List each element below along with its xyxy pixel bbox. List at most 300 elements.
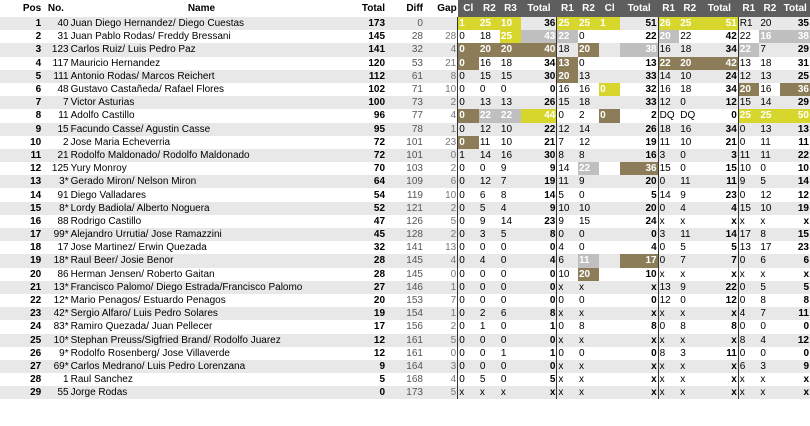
table-row[interactable] — [0, 281, 810, 294]
event2-total-cell: 2 — [620, 109, 658, 122]
number-cell: 8* — [42, 202, 69, 215]
event2-r2-cell: 0 — [578, 188, 599, 201]
name-cell: Lordy Badiola/ Alberto Noguera — [70, 202, 334, 215]
number-cell: 42* — [42, 307, 69, 320]
event3-r1-cell: 0 — [658, 175, 679, 188]
event3-r2-cell: 9 — [679, 188, 700, 201]
event4-r1-cell: x — [738, 268, 759, 281]
event3-total-cell: 15 — [700, 162, 738, 175]
event2-cl-cell — [599, 294, 620, 307]
event2-r2-cell: 11 — [578, 254, 599, 267]
table-row[interactable] — [0, 254, 810, 267]
total-cell: 45 — [333, 228, 386, 241]
number-cell: 13* — [42, 281, 69, 294]
total-cell: 141 — [333, 43, 386, 56]
table-row[interactable] — [0, 347, 810, 360]
pos-cell: 10 — [0, 136, 42, 149]
event1-cl-cell: 0 — [458, 162, 479, 175]
event2-r1-cell: 0 — [557, 109, 578, 122]
event1-total-cell: 1 — [521, 347, 557, 360]
event1-r3-cell: 10 — [500, 17, 521, 30]
event4-total-cell: 36 — [780, 83, 810, 96]
event3-total-cell: 42 — [700, 30, 738, 43]
number-cell: 1 — [42, 373, 69, 386]
number-cell: 7 — [42, 96, 69, 109]
event3-r1-cell: DQ — [658, 109, 679, 122]
event1-cl-cell: 0 — [458, 136, 479, 149]
event4-r2-cell: 0 — [759, 162, 780, 175]
diff-cell: 32 — [386, 43, 424, 56]
header-diff[interactable]: Diff — [406, 3, 423, 14]
event4-total-cell: 19 — [780, 202, 810, 215]
event3-total-cell: 3 — [700, 149, 738, 162]
table-row[interactable] — [0, 386, 810, 399]
event3-r2-cell: x — [679, 215, 700, 228]
header-event4-r2[interactable]: R2 — [759, 0, 780, 17]
event2-r1-cell: 7 — [557, 136, 578, 149]
event1-r2-cell: 13 — [479, 96, 500, 109]
table-row[interactable] — [0, 188, 810, 201]
table-row[interactable] — [0, 175, 810, 188]
event4-r1-cell: 0 — [738, 347, 759, 360]
number-cell: 3* — [42, 175, 69, 188]
event2-r2-cell: 16 — [578, 83, 599, 96]
event1-total-cell: 0 — [521, 83, 557, 96]
table-row[interactable] — [0, 136, 810, 149]
event3-r1-cell: 13 — [658, 281, 679, 294]
event2-cl-cell — [599, 268, 620, 281]
event3-r2-cell: 5 — [679, 241, 700, 254]
gap-cell: 1 — [424, 307, 458, 320]
table-row[interactable] — [0, 70, 810, 83]
event1-r3-cell: 0 — [500, 373, 521, 386]
event1-cl-cell: 0 — [458, 268, 479, 281]
header-event1-total[interactable]: Total — [521, 0, 557, 17]
event4-r2-cell: 8 — [759, 294, 780, 307]
name-cell: Gerado Miron/ Nelson Miron — [70, 175, 334, 188]
number-cell: 18* — [42, 254, 69, 267]
diff-cell: 101 — [386, 149, 424, 162]
event2-r2-cell: 18 — [578, 96, 599, 109]
diff-cell: 0 — [386, 17, 424, 30]
event1-r2-cell: 14 — [479, 149, 500, 162]
event4-r1-cell: 0 — [738, 320, 759, 333]
header-gap[interactable]: Gap — [437, 3, 457, 14]
event4-r2-cell: 6 — [759, 254, 780, 267]
event2-total-cell: 20 — [620, 175, 658, 188]
total-cell: 28 — [333, 254, 386, 267]
event1-cl-cell: 0 — [458, 43, 479, 56]
number-cell: 15 — [42, 123, 69, 136]
gap-cell: 2 — [424, 228, 458, 241]
name-cell: Ramiro Quezada/ Juan Pellecer — [70, 320, 334, 333]
event2-cl-cell: 0 — [599, 109, 620, 122]
event4-r1-cell: 20 — [738, 83, 759, 96]
event3-total-cell: x — [700, 373, 738, 386]
event2-total-cell: x — [620, 386, 658, 399]
gap-cell: 1 — [424, 123, 458, 136]
event3-r2-cell: 7 — [679, 254, 700, 267]
event4-total-cell: 0 — [780, 320, 810, 333]
table-row[interactable] — [0, 83, 810, 96]
event1-total-cell: 9 — [521, 162, 557, 175]
event1-total-cell: 22 — [521, 123, 557, 136]
event1-total-cell: x — [521, 386, 557, 399]
table-row[interactable] — [0, 162, 810, 175]
name-cell: Francisco Palomo/ Diego Estrada/Francisco Palomo — [70, 281, 334, 294]
event1-r3-cell: 13 — [500, 96, 521, 109]
event1-cl-cell: 0 — [458, 109, 479, 122]
name-cell: Jorge Rodas — [70, 386, 334, 399]
event2-total-cell: x — [620, 281, 658, 294]
number-cell: 123 — [42, 43, 69, 56]
event3-r1-cell: 3 — [658, 228, 679, 241]
pos-cell: 13 — [0, 175, 42, 188]
event4-total-cell: 29 — [780, 43, 810, 56]
name-cell: Raul Sanchez — [70, 373, 334, 386]
event1-r2-cell: 0 — [479, 281, 500, 294]
event1-r2-cell: 5 — [479, 373, 500, 386]
diff-cell: 145 — [386, 254, 424, 267]
event2-r1-cell: 4 — [557, 241, 578, 254]
event2-cl-cell — [599, 386, 620, 399]
event3-r2-cell: 20 — [679, 57, 700, 70]
event2-r2-cell: 25 — [578, 17, 599, 30]
event1-r2-cell: 15 — [479, 70, 500, 83]
event4-r2-cell: 20 — [759, 17, 780, 30]
event2-r2-cell: 10 — [578, 202, 599, 215]
event4-total-cell: 6 — [780, 254, 810, 267]
gap-cell: 5 — [424, 386, 458, 399]
header-event4-total[interactable]: Total — [780, 0, 810, 17]
table-row[interactable] — [0, 57, 810, 70]
event1-cl-cell: 0 — [458, 360, 479, 373]
event1-total-cell: 23 — [521, 215, 557, 228]
table-row[interactable] — [0, 320, 810, 333]
diff-cell: 128 — [386, 228, 424, 241]
event2-r2-cell: 20 — [578, 268, 599, 281]
event1-total-cell: 44 — [521, 109, 557, 122]
event3-r1-cell: 0 — [658, 202, 679, 215]
gap-cell: 3 — [424, 360, 458, 373]
event2-r1-cell: 13 — [557, 57, 578, 70]
event1-r3-cell: 8 — [500, 188, 521, 201]
header-event3-r1[interactable]: R1 — [658, 0, 679, 17]
event2-r1-cell: x — [557, 386, 578, 399]
pos-cell: 9 — [0, 123, 42, 136]
event2-r2-cell: 15 — [578, 215, 599, 228]
event3-r1-cell: 16 — [658, 83, 679, 96]
event3-total-cell: x — [700, 360, 738, 373]
header-event2-total[interactable]: Total — [620, 0, 658, 17]
event3-total-cell: 24 — [700, 70, 738, 83]
total-cell: 102 — [333, 83, 386, 96]
event4-r1-cell: 13 — [738, 241, 759, 254]
total-cell: 52 — [333, 202, 386, 215]
table-row[interactable] — [0, 268, 810, 281]
gap-cell: 5 — [424, 215, 458, 228]
event1-r3-cell: 20 — [500, 43, 521, 56]
event2-r2-cell: 0 — [578, 241, 599, 254]
event2-cl-cell: 0 — [599, 83, 620, 96]
event4-total-cell: 50 — [780, 109, 810, 122]
event2-r2-cell: 2 — [578, 109, 599, 122]
name-cell: Jose Maria Echeverria — [70, 136, 334, 149]
diff-cell: 141 — [386, 241, 424, 254]
gap-cell: 4 — [424, 254, 458, 267]
event4-r2-cell: 11 — [759, 136, 780, 149]
event3-r2-cell: x — [679, 334, 700, 347]
event2-r2-cell: x — [578, 373, 599, 386]
event4-total-cell: 25 — [780, 70, 810, 83]
event3-r2-cell: 18 — [679, 83, 700, 96]
event2-total-cell: 20 — [620, 202, 658, 215]
event2-total-cell: 13 — [620, 57, 658, 70]
event4-total-cell: 23 — [780, 241, 810, 254]
gap-cell: 0 — [424, 347, 458, 360]
name-cell: Carlos Medrano/ Luis Pedro Lorenzana — [70, 360, 334, 373]
table-row[interactable] — [0, 334, 810, 347]
event1-cl-cell: 1 — [458, 149, 479, 162]
name-cell: Juan Pablo Rodas/ Freddy Bressani — [70, 30, 334, 43]
event2-total-cell: 33 — [620, 70, 658, 83]
table-row[interactable] — [0, 149, 810, 162]
event1-r3-cell: 14 — [500, 215, 521, 228]
event1-r3-cell: x — [500, 386, 521, 399]
header-name[interactable]: Name — [187, 3, 216, 14]
event1-r3-cell: 0 — [500, 83, 521, 96]
event3-r1-cell: 15 — [658, 162, 679, 175]
diff-cell: 109 — [386, 175, 424, 188]
name-cell: Gustavo Castañeda/ Rafael Flores — [70, 83, 334, 96]
event2-cl-cell — [599, 334, 620, 347]
table-row[interactable] — [0, 294, 810, 307]
table-row[interactable] — [0, 373, 810, 386]
event2-r1-cell: 0 — [557, 347, 578, 360]
event1-r2-cell: 22 — [479, 109, 500, 122]
table-row[interactable] — [0, 241, 810, 254]
event2-r1-cell: x — [557, 307, 578, 320]
header-total[interactable]: Total — [361, 3, 386, 14]
event3-r1-cell: 0 — [658, 254, 679, 267]
event4-r2-cell: 16 — [759, 30, 780, 43]
total-cell: 112 — [333, 70, 386, 83]
diff-cell: 71 — [386, 83, 424, 96]
table-row[interactable] — [0, 43, 810, 56]
event4-total-cell: 14 — [780, 175, 810, 188]
event2-r2-cell: x — [578, 334, 599, 347]
diff-cell: 53 — [386, 57, 424, 70]
total-cell: 28 — [333, 268, 386, 281]
diff-cell: 173 — [386, 386, 424, 399]
event3-r1-cell: 8 — [658, 347, 679, 360]
event3-total-cell: x — [700, 386, 738, 399]
event2-cl-cell — [599, 96, 620, 109]
table-row[interactable] — [0, 202, 810, 215]
table-row[interactable] — [0, 96, 810, 109]
table-row[interactable] — [0, 360, 810, 373]
number-cell: 31 — [42, 30, 69, 43]
event3-r2-cell: 10 — [679, 70, 700, 83]
event2-total-cell: 38 — [620, 43, 658, 56]
event1-r3-cell: 0 — [500, 360, 521, 373]
event1-cl-cell: 0 — [458, 281, 479, 294]
event3-total-cell: 4 — [700, 202, 738, 215]
pos-cell: 21 — [0, 281, 42, 294]
header-event1-r2[interactable]: R2 — [479, 0, 500, 17]
diff-cell: 119 — [386, 188, 424, 201]
event1-cl-cell: 0 — [458, 320, 479, 333]
event3-r1-cell: 12 — [658, 96, 679, 109]
event4-r1-cell: 15 — [738, 202, 759, 215]
event4-total-cell: 5 — [780, 281, 810, 294]
total-cell: 47 — [333, 215, 386, 228]
event1-r3-cell: 7 — [500, 175, 521, 188]
event1-r2-cell: 9 — [479, 215, 500, 228]
event2-r1-cell: 6 — [557, 254, 578, 267]
event1-cl-cell: x — [458, 386, 479, 399]
event2-total-cell: 16 — [620, 149, 658, 162]
event2-r2-cell: 9 — [578, 175, 599, 188]
header-event1-cl[interactable]: Cl — [458, 0, 479, 17]
table-row[interactable] — [0, 17, 810, 30]
event4-total-cell: 12 — [780, 334, 810, 347]
total-cell: 32 — [333, 241, 386, 254]
event4-r1-cell: x — [738, 386, 759, 399]
header-event1-r3[interactable]: R3 — [500, 0, 521, 17]
gap-cell: 21 — [424, 57, 458, 70]
event2-total-cell: 51 — [620, 17, 658, 30]
table-row[interactable] — [0, 109, 810, 122]
event1-cl-cell: 0 — [458, 228, 479, 241]
event1-r3-cell: 10 — [500, 123, 521, 136]
table-row[interactable] — [0, 228, 810, 241]
event1-r2-cell: 0 — [479, 241, 500, 254]
header-number[interactable]: No. — [47, 3, 64, 14]
event2-total-cell: x — [620, 307, 658, 320]
event4-r1-cell: 4 — [738, 307, 759, 320]
pos-cell: 20 — [0, 268, 42, 281]
event1-r2-cell: 25 — [479, 17, 500, 30]
event1-r3-cell: 25 — [500, 30, 521, 43]
event3-r2-cell: 4 — [679, 202, 700, 215]
diff-cell: 156 — [386, 320, 424, 333]
event4-total-cell: x — [780, 386, 810, 399]
pos-cell: 22 — [0, 294, 42, 307]
event1-cl-cell: 0 — [458, 294, 479, 307]
event2-total-cell: 17 — [620, 254, 658, 267]
pos-cell: 1 — [0, 17, 42, 30]
event4-r1-cell: 12 — [738, 70, 759, 83]
event1-cl-cell: 0 — [458, 83, 479, 96]
table-row[interactable] — [0, 30, 810, 43]
event1-total-cell: 4 — [521, 254, 557, 267]
event3-r2-cell: x — [679, 373, 700, 386]
number-cell: 11 — [42, 109, 69, 122]
event2-r1-cell: 0 — [557, 228, 578, 241]
header-event4-r1[interactable]: R1 — [738, 0, 759, 17]
event1-total-cell: 0 — [521, 294, 557, 307]
number-cell: 40 — [42, 17, 69, 30]
event4-r1-cell: 0 — [738, 123, 759, 136]
event2-r1-cell: 15 — [557, 96, 578, 109]
header-event2-r1[interactable]: R1 — [557, 0, 578, 17]
diff-cell: 164 — [386, 360, 424, 373]
header-event2-r2[interactable]: R2 — [578, 0, 599, 17]
event3-r1-cell: x — [658, 360, 679, 373]
event2-total-cell: 0 — [620, 294, 658, 307]
event3-r2-cell: x — [679, 386, 700, 399]
number-cell: 9* — [42, 347, 69, 360]
header-event3-r2[interactable]: R2 — [679, 0, 700, 17]
table-row[interactable] — [0, 215, 810, 228]
event3-total-cell: 23 — [700, 188, 738, 201]
event3-r1-cell: 12 — [658, 294, 679, 307]
header-event3-total[interactable]: Total — [700, 0, 738, 17]
event3-total-cell: 21 — [700, 136, 738, 149]
pos-cell: 28 — [0, 373, 42, 386]
event1-r3-cell: 16 — [500, 149, 521, 162]
event2-r1-cell: 25 — [557, 17, 578, 30]
event3-r2-cell: 0 — [679, 162, 700, 175]
name-cell: Diego Valladares — [70, 188, 334, 201]
gap-cell: 2 — [424, 162, 458, 175]
event4-r2-cell: 8 — [759, 228, 780, 241]
pos-cell: 12 — [0, 162, 42, 175]
pos-cell: 14 — [0, 188, 42, 201]
event1-r2-cell: 5 — [479, 202, 500, 215]
event1-r2-cell: 0 — [479, 334, 500, 347]
number-cell: 91 — [42, 188, 69, 201]
event2-r1-cell: 0 — [557, 320, 578, 333]
event3-total-cell: 14 — [700, 228, 738, 241]
event4-r1-cell: 22 — [738, 30, 759, 43]
event2-total-cell: 26 — [620, 123, 658, 136]
table-row[interactable] — [0, 123, 810, 136]
diff-cell: 77 — [386, 109, 424, 122]
event1-r3-cell: 4 — [500, 202, 521, 215]
event3-r1-cell: 14 — [658, 188, 679, 201]
number-cell: 21 — [42, 149, 69, 162]
header-pos[interactable]: Pos — [22, 3, 42, 14]
event1-total-cell: 19 — [521, 175, 557, 188]
event3-r2-cell: 16 — [679, 123, 700, 136]
name-cell: Juan Diego Hernandez/ Diego Cuestas — [70, 17, 334, 30]
event1-total-cell: 30 — [521, 149, 557, 162]
event2-total-cell: 22 — [620, 30, 658, 43]
event1-total-cell: 40 — [521, 43, 557, 56]
pos-cell: 7 — [0, 96, 42, 109]
event3-r1-cell: 16 — [658, 43, 679, 56]
event1-cl-cell: 0 — [458, 57, 479, 70]
table-row[interactable] — [0, 307, 810, 320]
event3-r1-cell: 11 — [658, 136, 679, 149]
event1-r2-cell: 11 — [479, 136, 500, 149]
diff-cell: 154 — [386, 307, 424, 320]
header-event2-cl[interactable]: Cl — [599, 0, 620, 17]
event2-r1-cell: 16 — [557, 83, 578, 96]
gap-cell: 4 — [424, 373, 458, 386]
total-cell: 95 — [333, 123, 386, 136]
event1-total-cell: 5 — [521, 373, 557, 386]
event3-r2-cell: 8 — [679, 320, 700, 333]
gap-cell: 4 — [424, 109, 458, 122]
diff-cell: 168 — [386, 373, 424, 386]
event3-total-cell: 12 — [700, 96, 738, 109]
event1-total-cell: 8 — [521, 228, 557, 241]
event2-cl-cell — [599, 136, 620, 149]
total-cell: 9 — [333, 360, 386, 373]
